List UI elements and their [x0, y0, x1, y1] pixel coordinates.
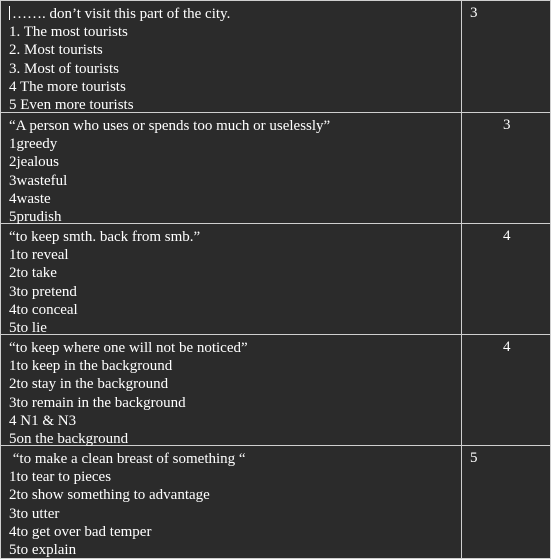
- question-prompt: “to make a clean breast of something “: [9, 451, 246, 467]
- question-prompt: “to keep where one will not be noticed”: [9, 340, 248, 356]
- option-5: 5to explain: [9, 541, 77, 558]
- question-row-2: [1, 113, 550, 224]
- question-row-4: [1, 335, 550, 446]
- option-2: 2jealous: [9, 154, 59, 171]
- option-2: 2to show something to advantage: [9, 487, 210, 504]
- option-5: 5 Even more tourists: [9, 96, 134, 113]
- question-prompt: ……. don’t visit this part of the city.: [9, 5, 461, 23]
- option-2: 2to stay in the background: [9, 376, 169, 393]
- answer-cell: [462, 446, 550, 558]
- question-prompt: “A person who uses or spends too much or uselessly”: [9, 118, 331, 134]
- question-cell: [1, 224, 462, 334]
- option-2: 2. Most tourists: [9, 42, 103, 59]
- answer-cell: [462, 113, 550, 223]
- question-row-5: [1, 446, 550, 558]
- option-1: 1to tear to pieces: [9, 469, 112, 486]
- option-3: 3wasteful: [9, 172, 68, 189]
- answer-value: 3: [503, 117, 511, 133]
- answer-value: 4: [503, 228, 511, 244]
- answer-value: 4: [503, 339, 511, 355]
- answer-value: 3: [470, 5, 478, 21]
- question-cell: [1, 113, 462, 223]
- answer-cell: [462, 1, 550, 112]
- option-2: 2to take: [9, 265, 57, 282]
- question-row-3: [1, 224, 550, 335]
- question-cell: [1, 446, 462, 558]
- option-3: 3to utter: [9, 505, 60, 522]
- option-4: 4 The more tourists: [9, 78, 126, 95]
- option-3: 3to remain in the background: [9, 394, 186, 411]
- option-4: 4to conceal: [9, 301, 78, 318]
- answer-value: 5: [470, 450, 478, 466]
- option-5: 5on the background: [9, 430, 129, 447]
- option-4: 4 N1 & N3: [9, 412, 77, 429]
- option-4: 4to get over bad temper: [9, 523, 152, 540]
- option-3: 3to pretend: [9, 283, 77, 300]
- option-1: 1to reveal: [9, 247, 69, 264]
- question-prompt: “to keep smth. back from smb.”: [9, 229, 201, 245]
- option-1: 1. The most tourists: [9, 24, 128, 41]
- question-row-1: [1, 1, 550, 113]
- question-cell: [1, 1, 462, 112]
- text-cursor-icon: [9, 6, 10, 20]
- option-4: 4waste: [9, 190, 51, 207]
- option-1: 1to keep in the background: [9, 358, 173, 375]
- answer-cell: [462, 224, 550, 334]
- question-cell: [1, 335, 462, 445]
- option-5: 5prudish: [9, 208, 62, 225]
- answer-cell: [462, 335, 550, 445]
- option-5: 5to lie: [9, 319, 47, 336]
- option-1: 1greedy: [9, 136, 58, 153]
- option-3: 3. Most of tourists: [9, 60, 120, 77]
